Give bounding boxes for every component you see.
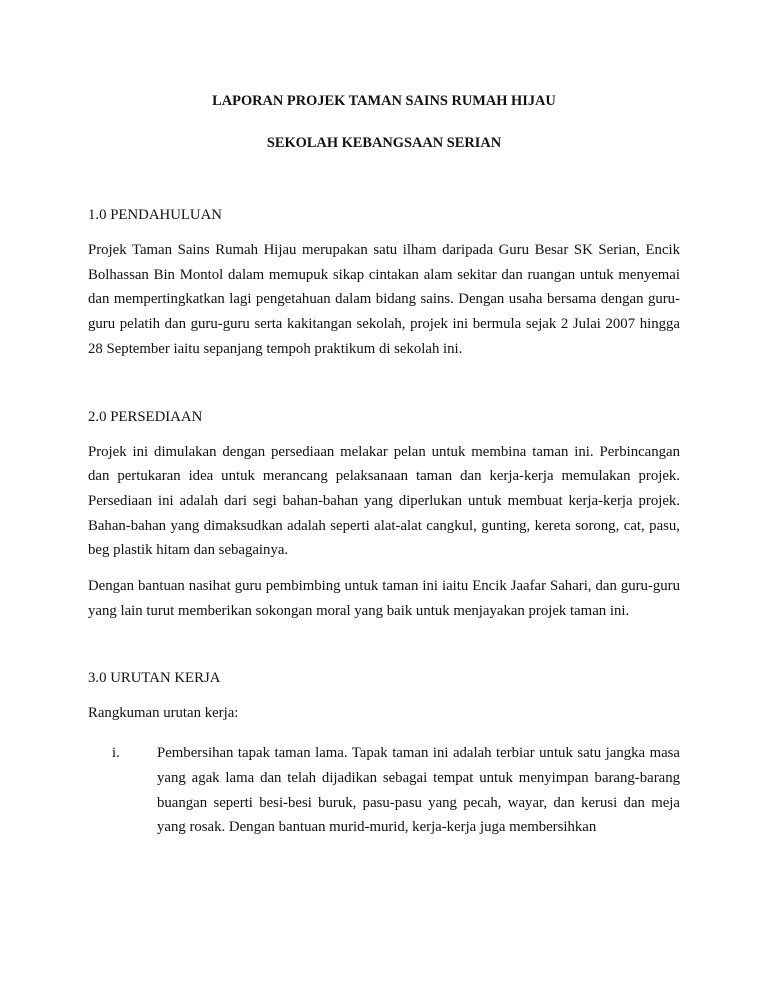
section-urutan-kerja: [88, 668, 680, 840]
list-intro: Rangkuman urutan kerja:: [88, 705, 239, 722]
work-steps-list: [88, 741, 680, 840]
document-title: LAPORAN PROJEK TAMAN SAINS RUMAH HIJAU: [212, 93, 556, 109]
section-pendahuluan: [88, 205, 680, 362]
list-item-text: Pembersihan tapak taman lama. Tapak taman ini adalah terbiar untuk satu jangka masa yang agak lama dan telah dijadikan sebagai tempat untuk menyimpan barang-barang buangan seperti besi-besi buruk, pasu-pasu yang pecah, wayar, dan kerusi dan meja yang rosak. Dengan bantuan murid-murid, kerja-kerja juga membersihkan: [157, 745, 680, 836]
paragraph: Projek Taman Sains Rumah Hijau merupakan satu ilham daripada Guru Besar SK Serian, Encik Bolhassan Bin Montol dalam memupuk sikap cintakan alam sekitar dan ruangan untuk menyemai dan mempertingkatkan lagi pengetahuan dalam bidang sains. Dengan usaha bersama dengan guru-guru pelatih dan guru-guru serta kakitangan sekolah, projek ini bermula sejak 2 Julai 2007 hingga 28 September iaitu sepanjang tempoh praktikum di sekolah ini.: [88, 242, 680, 357]
section-persediaan: [88, 407, 680, 624]
paragraph: Projek ini dimulakan dengan persediaan melakar pelan untuk membina taman ini. Perbincangan dan pertukaran idea untuk merancang pelaksanaan taman dan kerja-kerja memulakan projek. Persediaan ini adalah dari segi bahan-bahan yang diperlukan untuk membuat kerja-kerja projek. Bahan-bahan yang dimaksudkan adalah seperti alat-alat cangkul, gunting, kereta sorong, cat, pasu, beg plastik hitam dan sebagainya.: [88, 443, 680, 559]
section-heading: 1.0 PENDAHULUAN: [88, 207, 222, 223]
section-heading: 2.0 PERSEDIAAN: [88, 408, 203, 425]
paragraph: Dengan bantuan nasihat guru pembimbing untuk taman ini iaitu Encik Jaafar Sahari, dan guru-guru yang lain turut memberikan sokongan moral yang baik untuk menjayakan projek taman ini.: [88, 578, 680, 619]
document-body: [88, 205, 680, 840]
list-marker: i.: [112, 745, 120, 762]
section-heading: 3.0 URUTAN KERJA: [88, 670, 221, 687]
document-subtitle: SEKOLAH KEBANGSAAN SERIAN: [266, 135, 502, 151]
list-item: [88, 741, 680, 840]
